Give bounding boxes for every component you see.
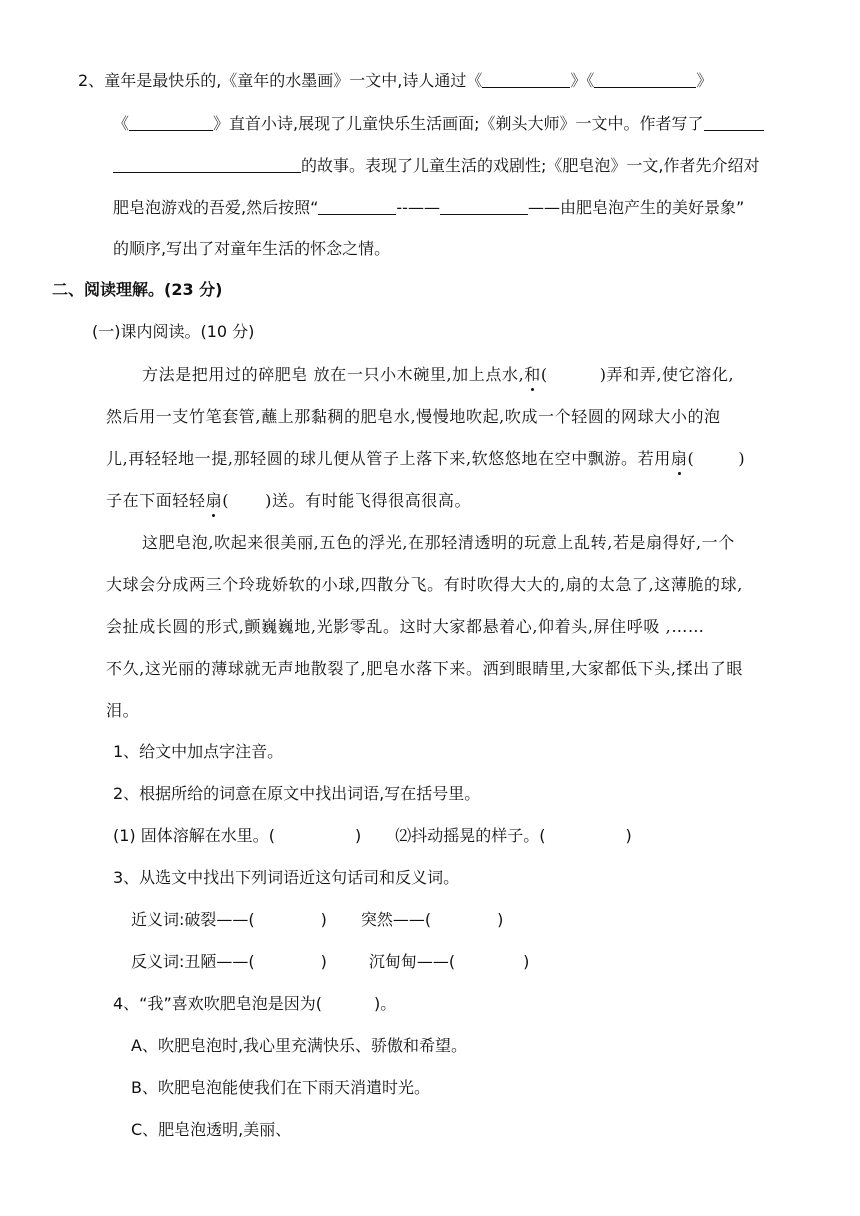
synonym-word-2: 突然——( <box>360 910 432 929</box>
passage-line <box>106 448 745 470</box>
q2-item-a: (1) 固体溶解在水里。( <box>113 826 275 845</box>
antonym-label: 反义词:丑陋——( <box>131 952 255 971</box>
q2-text: 》 <box>696 71 713 90</box>
dotted-char: 扇 <box>205 491 223 510</box>
antonym-word-2: 沉甸甸——( <box>368 952 456 971</box>
paren-close: ) <box>738 449 746 468</box>
q2-text: 《 <box>113 114 130 133</box>
paren-close: ) <box>320 910 327 929</box>
dotted-char: 扇 <box>670 449 688 468</box>
section-title: 二、阅读理解。(23 分) <box>52 280 223 299</box>
paren-open: ( <box>687 449 695 468</box>
q2-text: 肥皂泡游戏的吾爱,然后按照“ <box>113 198 319 217</box>
q2-line-3 <box>113 155 759 177</box>
answer-blank[interactable] <box>440 198 528 215</box>
synonym-label: 近义词:破裂——( <box>131 910 255 929</box>
passage-line: 会扯成长圆的形式,颤巍巍地,光影零乱。这时大家都悬着心,仰着头,屏住呼吸 ,…… <box>106 617 705 636</box>
choice-b[interactable]: B、吹肥皂泡能使我们在下雨天消遣时光。 <box>131 1078 430 1097</box>
question-2-items <box>113 825 632 847</box>
answer-blank[interactable] <box>129 114 213 131</box>
passage-line <box>142 364 734 386</box>
passage-text: 方法是把用过的碎肥皂 放在一只小木碗里,加上点水, <box>142 365 525 384</box>
paren-close: ) <box>497 910 504 929</box>
passage-text: )弄和弄,使它溶化, <box>599 365 735 384</box>
q2-text: 的故事。表现了儿童生活的戏剧性;《肥皂泡》一文,作者先介绍对 <box>301 156 760 175</box>
question-2: 2、根据所给的词意在原文中找出词语,写在括号里。 <box>113 784 481 803</box>
q2-line-1 <box>78 70 712 92</box>
answer-blank[interactable] <box>318 198 396 215</box>
choice-a[interactable]: A、吹肥皂泡时,我心里充满快乐、骄傲和希望。 <box>131 1036 468 1055</box>
choice-c[interactable]: C、肥皂泡透明,美丽、 <box>131 1120 292 1139</box>
passage-line: 不久,这光丽的薄球就无声地散裂了,肥皂水落下来。洒到眼睛里,大家都低下头,揉出了眼 <box>106 659 743 678</box>
passage-line: 大球会分成两三个玲珑娇软的小球,四散分飞。有时吹得大大的,扇的太急了,这薄脆的球, <box>106 575 743 594</box>
answer-blank[interactable] <box>704 114 764 131</box>
question-3: 3、从选文中找出下列词语近这句话司和反义词。 <box>113 868 460 887</box>
paren-close: )。 <box>374 994 397 1013</box>
answer-blank[interactable] <box>482 71 570 88</box>
passage-line: 这肥皂泡,吹起来很美丽,五色的浮光,在那轻清透明的玩意上乱转,若是扇得好,一个 <box>142 533 735 552</box>
paren-open: ( <box>222 491 230 510</box>
q2-text: ——由肥皂泡产生的美好景象” <box>527 198 745 217</box>
q2-text: 童年是最快乐的,《童年的水墨画》一文中,诗人通过《 <box>104 71 483 90</box>
dotted-char: 和 <box>524 365 541 384</box>
question-1: 1、给文中加点字注音。 <box>113 742 284 761</box>
q2-text: --—— <box>396 198 440 217</box>
passage-line <box>106 490 471 512</box>
q2-line-5: 的顺序,写出了对童年生活的怀念之情。 <box>113 239 391 258</box>
paren-open: ( <box>540 365 548 384</box>
q4-text: 4、“我”喜欢吹肥皂泡是因为( <box>113 994 323 1013</box>
answer-blank[interactable] <box>594 71 696 88</box>
q2-line-2 <box>113 113 764 135</box>
q2-item-b: ⑵抖动摇晃的样子。( <box>395 826 546 845</box>
question-4 <box>113 993 396 1015</box>
answer-blank[interactable] <box>113 156 301 173</box>
q2-line-4 <box>113 197 744 219</box>
passage-line: 泪。 <box>106 701 140 720</box>
paren-close: ) <box>523 952 530 971</box>
paren-close: ) <box>320 952 327 971</box>
passage-text: 儿,再轻轻地一提,那轻圆的球儿便从管子上落下来,软悠悠地在空中飘游。若用 <box>106 449 671 468</box>
passage-line: 然后用一支竹笔套管,蘸上那黏稠的肥皂水,慢慢地吹起,吹成一个轻圆的网球大小的泡 <box>106 407 721 426</box>
passage-text: 子在下面轻轻 <box>106 491 206 510</box>
q2-text: 》直首小诗,展现了儿童快乐生活画面;《剃头大师》一文中。作者写了 <box>213 114 704 133</box>
q2-text: 》《 <box>570 71 595 90</box>
part-title: (一)课内阅读。(10 分) <box>92 322 255 341</box>
paren-close: ) <box>355 826 362 845</box>
antonym-row <box>131 951 529 973</box>
synonym-row <box>131 909 503 931</box>
paren-close: ) <box>625 826 632 845</box>
q2-number: 2、 <box>78 71 105 90</box>
passage-text: )送。有时能飞得很高很高。 <box>265 491 472 510</box>
